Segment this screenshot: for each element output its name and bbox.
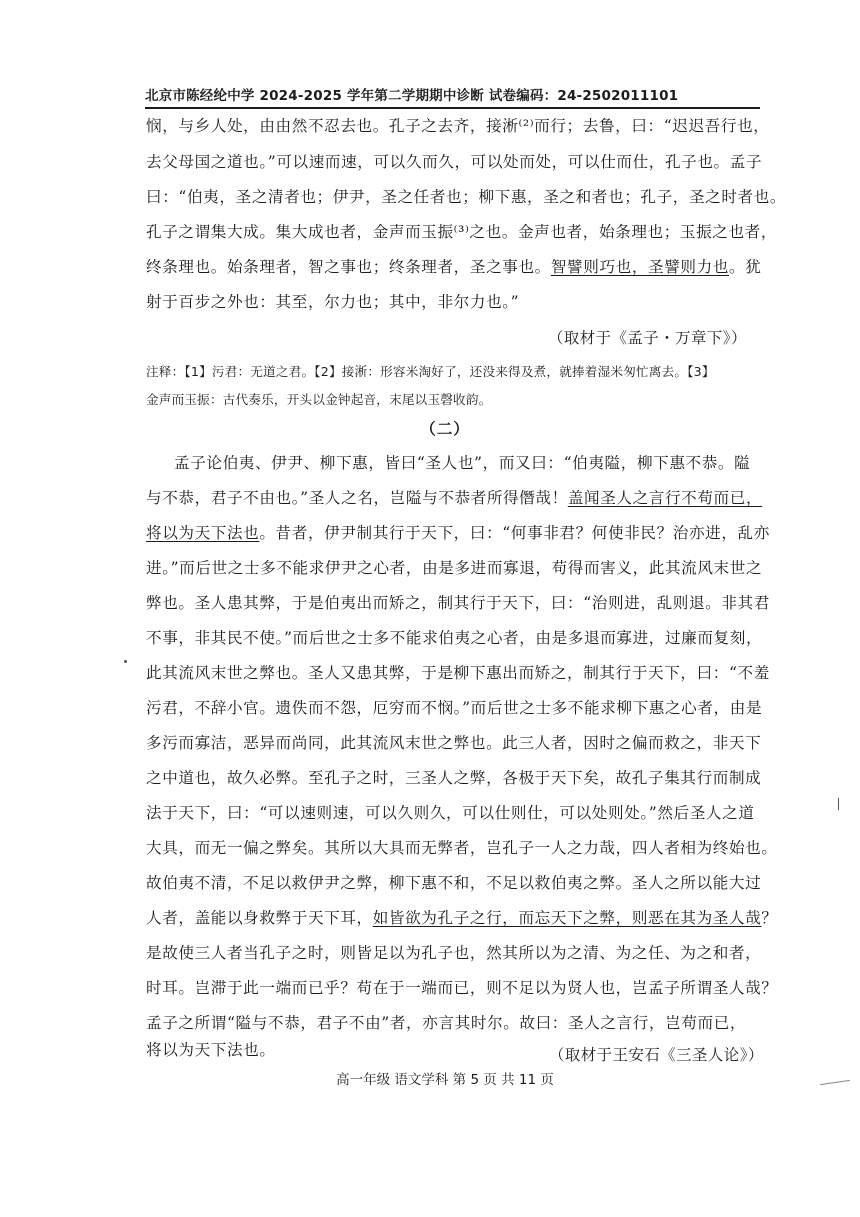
scan-dot [124, 660, 127, 663]
passage2-line: 进。”而后世之士多不能求伊尹之心者，由是多进而寡退，苟得而害义，此其流风末世之 [146, 559, 763, 577]
page-footer: 高一年级 语文学科 第 5 页 共 11 页 [336, 1072, 554, 1088]
passage2-line: 故伯夷不清，不足以救伊尹之弊，柳下惠不和，不足以救伯夷之弊。圣人之所以能大过 [146, 874, 762, 892]
passage2-text: 。昔者，伊尹制其行于天下，曰：“何事非君？何使非民？治亦进，乱亦 [259, 524, 770, 542]
passage1-text: 终条理也。始条理者，智之事也；终条理者，圣之事也。 [146, 258, 551, 276]
annotation-notes: 注释：【1】污君：无道之君。【2】接淅：形容米淘好了，还没来得及煮，就捧着湿米匆忙离去。【3】 [146, 364, 715, 379]
underlined-sentence: 盖闻圣人之言行不苟而已， [567, 489, 763, 507]
section-title: （二） [420, 419, 470, 438]
annotation-notes: 金声而玉振：古代奏乐，开头以金钟起音，末尾以玉磬收韵。 [146, 392, 492, 407]
passage2-line: 大具，而无一偏之弊矣。其所以大具而无弊者，岂孔子一人之力哉，四人者相为终始也。 [146, 839, 778, 857]
passage2-line [146, 488, 762, 508]
passage2-line: 时耳。岂滞于此一端而已乎？苟在于一端而已，则不足以为贤人也，岂孟子所谓圣人哉？ [146, 979, 778, 997]
underlined-sentence: 智譬则巧也，圣譬则力也 [550, 258, 729, 276]
passage1-line: 悯，与乡人处，由由然不忍去也。孔子之去齐，接淅⁽²⁾而行；去鲁，曰：“迟迟吾行也， [146, 117, 770, 135]
passage2-line: 之中道也，故久必弊。至孔子之时，三圣人之弊，各极于天下矣，故孔子集其行而制成 [146, 769, 762, 787]
passage1-line: 去父母国之道也。”可以速而速，可以久而久，可以处而处，可以仕而仕，孔子也。孟子 [146, 153, 763, 171]
source-citation: （取材于王安石《三圣人论》） [549, 1046, 764, 1064]
passage2-text: ？ [761, 909, 778, 927]
passage2-line [146, 523, 770, 543]
passage2-line: 此其流风末世之弊也。圣人又患其弊，于是柳下惠出而矫之，制其行于天下，曰：“不羞 [146, 664, 770, 682]
passage2-line: 将以为天下法也。 [146, 1041, 276, 1059]
passage2-line: 法于天下，曰：“可以速则速，可以久则久，可以仕则仕，可以处则处。”然后圣人之道 [146, 804, 755, 822]
underlined-sentence: 如皆欲为孔子之行，而忘天下之弊，则恶在其为圣人哉 [372, 909, 762, 927]
passage2-line: 是故使三人者当孔子之时，则皆足以为孔子也，然其所以为之清、为之任、为之和者， [146, 944, 762, 962]
passage1-line: 射于百步之外也：其至，尔力也；其中，非尔力也。” [146, 293, 520, 311]
page-header: 北京市陈经纶中学 2024-2025 学年第二学期期中诊断 试卷编码：24-2502011101 [145, 84, 760, 109]
passage2-line: 不事，非其民不使。”而后世之士多不能求伯夷之心者，由是多退而寡进，过廉而复刻， [146, 629, 763, 647]
passage1-text: 。犹 [729, 258, 762, 276]
passage2-line: 污君，不辞小官。遗佚而不怨，厄穷而不悯。”而后世之士多不能求柳下惠之心者，由是 [146, 699, 763, 717]
passage2-text: 与不恭，君子不由也。”圣人之名，岂隘与不恭者所得僭哉！ [146, 489, 568, 507]
passage1-line: 孔子之谓集大成。集大成也者，金声而玉振⁽³⁾之也。金声也者，始条理也；玉振之也者， [146, 223, 778, 241]
passage2-line: 弊也。圣人患其弊，于是伯夷出而矫之，制其行于天下，曰：“治则进，乱则退。非其君 [146, 594, 770, 612]
source-citation: （取材于《孟子・万章下》） [548, 329, 747, 347]
passage2-line [146, 908, 778, 928]
underlined-sentence: 将以为天下法也 [146, 524, 260, 542]
passage2-line: 孟子之所谓“隘与不恭，君子不由”者，亦言其时尔。故曰：圣人之言行，岂苟而已， [146, 1014, 747, 1032]
scan-mark [838, 798, 839, 810]
passage1-line: 曰：“伯夷，圣之清者也；伊尹，圣之任者也；柳下惠，圣之和者也；孔子，圣之时者也。 [146, 188, 787, 206]
passage1-line-5 [146, 257, 761, 277]
passage2-line: 多污而寡洁，恶异而尚同，此其流风末世之弊也。此三人者，因时之偏而救之，非天下 [146, 734, 762, 752]
passage2-line: 孟子论伯夷、伊尹、柳下惠，皆曰“圣人也”，而又曰：“伯夷隘，柳下惠不恭。隘 [174, 454, 751, 472]
passage2-text: 人者，盖能以身救弊于天下耳， [146, 909, 373, 927]
